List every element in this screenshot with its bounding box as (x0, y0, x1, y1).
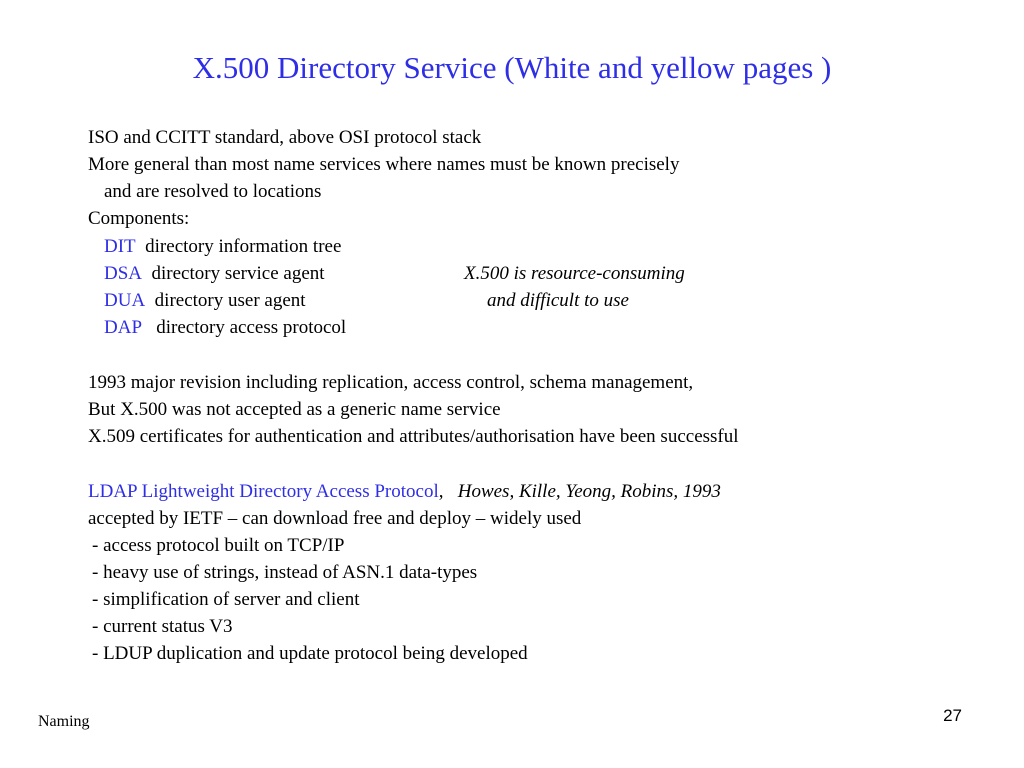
component-desc: directory user agent (154, 290, 306, 311)
components-heading: Components: (88, 208, 190, 229)
revision-line-3: X.509 certificates for authentication and attributes/authorisation have been successful (88, 426, 739, 447)
slide-title: X.500 Directory Service (White and yellow pages ) (192, 50, 832, 85)
component-dsa (104, 262, 325, 286)
component-dua (104, 289, 306, 313)
ldap-bullet: - simplification of server and client (92, 589, 360, 610)
intro-line-3: and are resolved to locations (104, 181, 322, 202)
component-dit (104, 235, 341, 259)
component-abbr: DSA (104, 263, 143, 284)
revision-line-2: But X.500 was not accepted as a generic name service (88, 399, 501, 420)
component-abbr: DAP (104, 317, 143, 338)
component-abbr: DUA (104, 290, 146, 311)
intro-line-2: More general than most name services where names must be known precisely (88, 154, 680, 175)
component-desc: directory access protocol (156, 317, 347, 338)
ldap-line-2: accepted by IETF – can download free and deploy – widely used (88, 508, 582, 529)
component-dap (104, 316, 346, 340)
intro-line-1: ISO and CCITT standard, above OSI protocol stack (88, 127, 482, 148)
component-abbr: DIT (104, 236, 136, 257)
ldap-separator: , (438, 481, 444, 502)
revision-line-1: 1993 major revision including replication, access control, schema management, (88, 372, 694, 393)
page-number: 27 (943, 706, 962, 725)
component-desc: directory service agent (151, 263, 325, 284)
ldap-heading (88, 480, 721, 504)
side-note-line-1: X.500 is resource-consuming (464, 263, 685, 284)
ldap-bullet: - current status V3 (92, 616, 233, 637)
ldap-name: LDAP Lightweight Directory Access Protocol (88, 481, 439, 502)
ldap-bullet: - heavy use of strings, instead of ASN.1 data-types (92, 562, 478, 583)
ldap-bullet: - access protocol built on TCP/IP (92, 535, 345, 556)
footer-section: Naming (38, 713, 90, 730)
component-desc: directory information tree (145, 236, 342, 257)
ldap-bullet: - LDUP duplication and update protocol being developed (92, 643, 528, 664)
ldap-authors: Howes, Kille, Yeong, Robins, 1993 (457, 481, 721, 502)
side-note-line-2: and difficult to use (487, 290, 629, 311)
